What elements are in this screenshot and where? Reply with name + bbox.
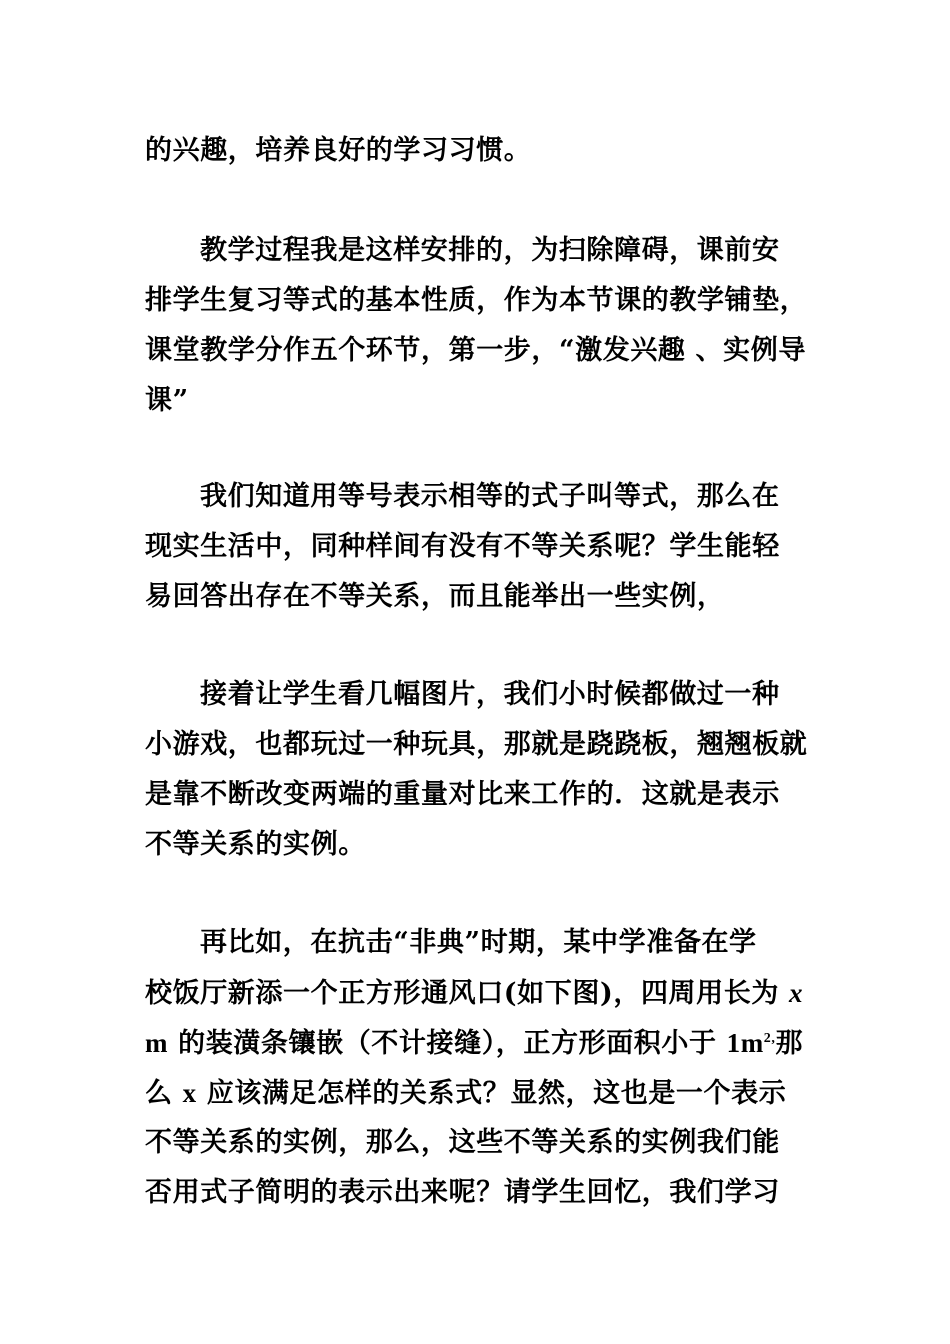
text-line-11: 是靠不断改变两端的重量对比来工作的．这就是表示 [145, 779, 780, 810]
text-line-14 [145, 976, 815, 1011]
text-segment: 的装潢条镶嵌（不计接缝），正方形面积小于 [178, 1028, 717, 1059]
text-line-10: 小游戏，也都玩过一种玩具，那就是跷跷板，翘翘板就 [145, 729, 808, 760]
text-line-17: 不等关系的实例，那么，这些不等关系的实例我们能 [145, 1127, 780, 1158]
text-line-1: 的兴趣，培养良好的学习习惯。 [145, 135, 532, 166]
area-value: 1m [726, 1028, 764, 1058]
text-line-5: 课” [145, 385, 189, 416]
exponent: 2 [763, 1031, 772, 1046]
paragraph-start-line: 接着让学生看几幅图片，我们小时候都做过一种 [200, 679, 780, 710]
text-line-12: 不等关系的实例。 [145, 829, 366, 860]
paragraph-start-line: 再比如，在抗击“非典”时期，某中学准备在学 [200, 927, 757, 958]
text-line-8: 易回答出存在不等关系，而且能举出一些实例， [145, 581, 725, 612]
text-segment: 应该满足怎样的关系式？显然，这也是一个表示 [206, 1078, 787, 1109]
text-segment: 那 [775, 1028, 804, 1059]
text-line-4: 课堂教学分作五个环节，第一步，“激发兴趣 、实例导 [145, 335, 806, 366]
comma: , [771, 1031, 776, 1046]
unit-m: m [145, 1028, 169, 1058]
variable-x: x [788, 978, 804, 1008]
paragraph-start-line: 教学过程我是这样安排的，为扫除障碍，课前安 [200, 235, 780, 266]
text-line-15 [145, 1026, 815, 1061]
text-line-7: 现实生活中，同种样间有没有不等关系呢？学生能轻 [145, 531, 780, 562]
text-line-16 [145, 1076, 815, 1111]
text-segment: 校饭厅新添一个正方形通风口(如下图)，四周用长为 [145, 978, 779, 1009]
paragraph-start-line: 我们知道用等号表示相等的式子叫等式，那么在 [200, 481, 780, 512]
variable-x: x [182, 1078, 197, 1108]
text-segment: 么 [145, 1078, 173, 1109]
text-line-3: 排学生复习等式的基本性质，作为本节课的教学铺垫， [145, 285, 808, 316]
text-line-18: 否用式子简明的表示出来呢？请学生回忆，我们学习 [145, 1177, 780, 1208]
